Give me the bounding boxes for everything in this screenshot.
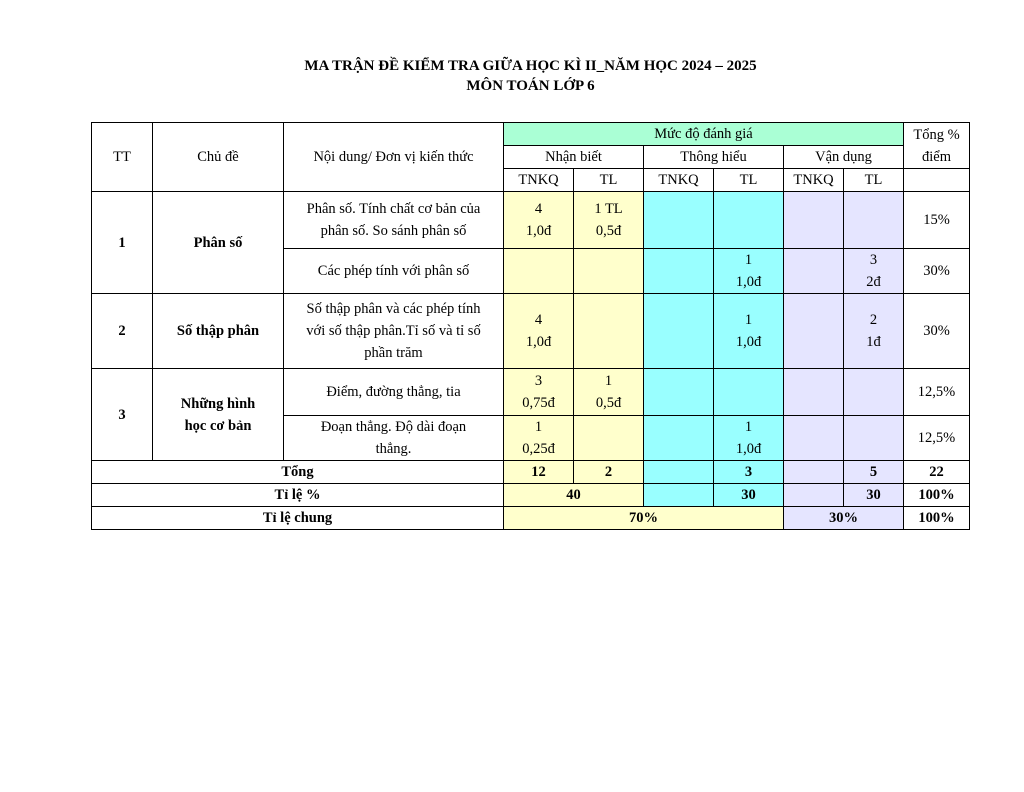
total-th-tl: 3 — [714, 461, 784, 484]
total-nb-tl: 2 — [574, 461, 644, 484]
cell-count: 3 — [534, 373, 543, 389]
document-title: MA TRẬN ĐỀ KIỂM TRA GIỮA HỌC KÌ II_NĂM HỌC 2024 – 2025 — [304, 58, 757, 74]
cell-nb-tl — [574, 294, 644, 369]
row-content-line: Các phép tính với phân số — [317, 263, 470, 279]
total-vd-tl: 5 — [844, 461, 904, 484]
header-noi-dung: Nội dung/ Đơn vị kiến thức — [284, 123, 504, 192]
cell-th-tnkq — [644, 192, 714, 249]
cell-score: 1,0đ — [525, 223, 552, 239]
cell-percent: 30% — [904, 294, 970, 369]
total-nb-tnkq: 12 — [504, 461, 574, 484]
cell-score: 1,0đ — [525, 334, 552, 350]
header-muc-do: Mức độ đánh giá — [504, 123, 904, 146]
cell-vd-tl — [844, 369, 904, 416]
cell-vd-tl — [844, 192, 904, 249]
cell-nb-tnkq — [504, 192, 574, 249]
cell-th-tl — [714, 192, 784, 249]
cell-th-tnkq — [644, 249, 714, 294]
cell-nb-tnkq — [504, 369, 574, 416]
ratio-th: 30 — [714, 484, 784, 507]
row-content — [284, 294, 504, 369]
cell-count: 1 — [534, 419, 543, 435]
row-content-line: phân số. So sánh phân số — [320, 223, 467, 239]
cell-count: 3 — [869, 252, 878, 268]
header-tong-blank — [904, 169, 970, 192]
cell-th-tl — [714, 294, 784, 369]
cell-count: 1 — [744, 312, 753, 328]
total-label: Tổng — [92, 461, 504, 484]
header-type-th-tl: TL — [714, 169, 784, 192]
row-tt: 1 — [92, 192, 153, 294]
header-tong — [904, 123, 970, 169]
row-content — [284, 249, 504, 294]
cell-count: 1 TL — [594, 201, 623, 217]
header-type-vd-tl: TL — [844, 169, 904, 192]
header-thong-hieu: Thông hiểu — [644, 146, 784, 169]
cell-nb-tl — [574, 416, 644, 461]
ratio-th-blank — [644, 484, 714, 507]
ratio-vd-blank — [784, 484, 844, 507]
row-topic: Số thập phân — [153, 294, 284, 369]
header-van-dung: Vận dụng — [784, 146, 904, 169]
cell-count: 1 — [744, 419, 753, 435]
cell-vd-tnkq — [784, 294, 844, 369]
cell-nb-tl — [574, 192, 644, 249]
header-chu-de: Chủ đề — [153, 123, 284, 192]
row-content — [284, 369, 504, 416]
cell-vd-tnkq — [784, 249, 844, 294]
total-vd-tnkq — [784, 461, 844, 484]
cell-count: 1 — [744, 252, 753, 268]
cell-th-tl — [714, 416, 784, 461]
ratio-total: 100% — [904, 484, 970, 507]
cell-count: 4 — [534, 312, 543, 328]
overall-ratio-b: 30% — [784, 507, 904, 530]
row-content-line: Phân số. Tính chất cơ bản của — [306, 201, 481, 217]
cell-nb-tl — [574, 369, 644, 416]
cell-th-tnkq — [644, 416, 714, 461]
cell-th-tl — [714, 369, 784, 416]
overall-ratio-label: Tỉ lệ chung — [92, 507, 504, 530]
cell-score: 0,5đ — [595, 395, 622, 411]
cell-score: 0,25đ — [522, 441, 555, 457]
row-topic — [153, 369, 284, 461]
total-row — [92, 461, 970, 484]
ratio-label: Tỉ lệ % — [92, 484, 504, 507]
cell-th-tnkq — [644, 369, 714, 416]
assessment-matrix-table — [91, 122, 970, 530]
row-content-line: Đoạn thẳng. Độ dài đoạn — [320, 419, 467, 435]
cell-score: 1đ — [866, 334, 881, 350]
cell-percent: 12,5% — [904, 369, 970, 416]
row-content-line: với số thập phân.Tỉ số và tỉ số — [306, 323, 481, 339]
total-all: 22 — [904, 461, 970, 484]
cell-count: 4 — [534, 201, 543, 217]
row-topic-line: Những hình — [180, 395, 256, 412]
row-content-line: thẳng. — [375, 441, 412, 457]
ratio-nb: 40 — [504, 484, 644, 507]
cell-vd-tl — [844, 249, 904, 294]
cell-percent: 30% — [904, 249, 970, 294]
cell-percent: 12,5% — [904, 416, 970, 461]
header-tong-line1: Tổng % — [913, 126, 960, 143]
cell-vd-tnkq — [784, 369, 844, 416]
cell-score: 0,5đ — [595, 223, 622, 239]
header-type-vd-tnkq: TNKQ — [784, 169, 844, 192]
cell-vd-tl — [844, 416, 904, 461]
cell-th-tnkq — [644, 294, 714, 369]
row-content-line: Điểm, đường thẳng, tia — [326, 384, 461, 400]
header-tong-line2: điểm — [922, 148, 951, 165]
row-content — [284, 416, 504, 461]
cell-percent: 15% — [904, 192, 970, 249]
row-content-line: Số thập phân và các phép tính — [306, 301, 481, 317]
row-topic-line: học cơ bản — [184, 417, 252, 434]
overall-ratio-row — [92, 507, 970, 530]
cell-score: 1,0đ — [735, 334, 762, 350]
overall-ratio-a: 70% — [504, 507, 784, 530]
ratio-vd: 30 — [844, 484, 904, 507]
cell-th-tl — [714, 249, 784, 294]
header-type-nb-tl: TL — [574, 169, 644, 192]
row-tt: 2 — [92, 294, 153, 369]
cell-score: 0,75đ — [522, 395, 555, 411]
cell-nb-tnkq — [504, 416, 574, 461]
cell-score: 1,0đ — [735, 274, 762, 290]
cell-nb-tnkq — [504, 249, 574, 294]
cell-count: 1 — [604, 373, 613, 389]
row-content — [284, 192, 504, 249]
cell-vd-tnkq — [784, 416, 844, 461]
overall-ratio-total: 100% — [904, 507, 970, 530]
table-row — [92, 294, 970, 369]
table-row — [92, 192, 970, 249]
ratio-row — [92, 484, 970, 507]
row-content-line: phần trăm — [364, 345, 423, 361]
header-row-1 — [92, 123, 970, 146]
header-tt: TT — [92, 123, 153, 192]
cell-score: 1,0đ — [735, 441, 762, 457]
total-th-tnkq — [644, 461, 714, 484]
header-type-th-tnkq: TNKQ — [644, 169, 714, 192]
row-tt: 3 — [92, 369, 153, 461]
table-row — [92, 369, 970, 416]
cell-vd-tl — [844, 294, 904, 369]
row-topic: Phân số — [153, 192, 284, 294]
header-nhan-biet: Nhận biết — [504, 146, 644, 169]
cell-nb-tnkq — [504, 294, 574, 369]
cell-nb-tl — [574, 249, 644, 294]
document-subtitle: MÔN TOÁN LỚP 6 — [466, 78, 595, 94]
cell-vd-tnkq — [784, 192, 844, 249]
cell-score: 2đ — [866, 274, 881, 290]
cell-count: 2 — [869, 312, 878, 328]
header-type-nb-tnkq: TNKQ — [504, 169, 574, 192]
